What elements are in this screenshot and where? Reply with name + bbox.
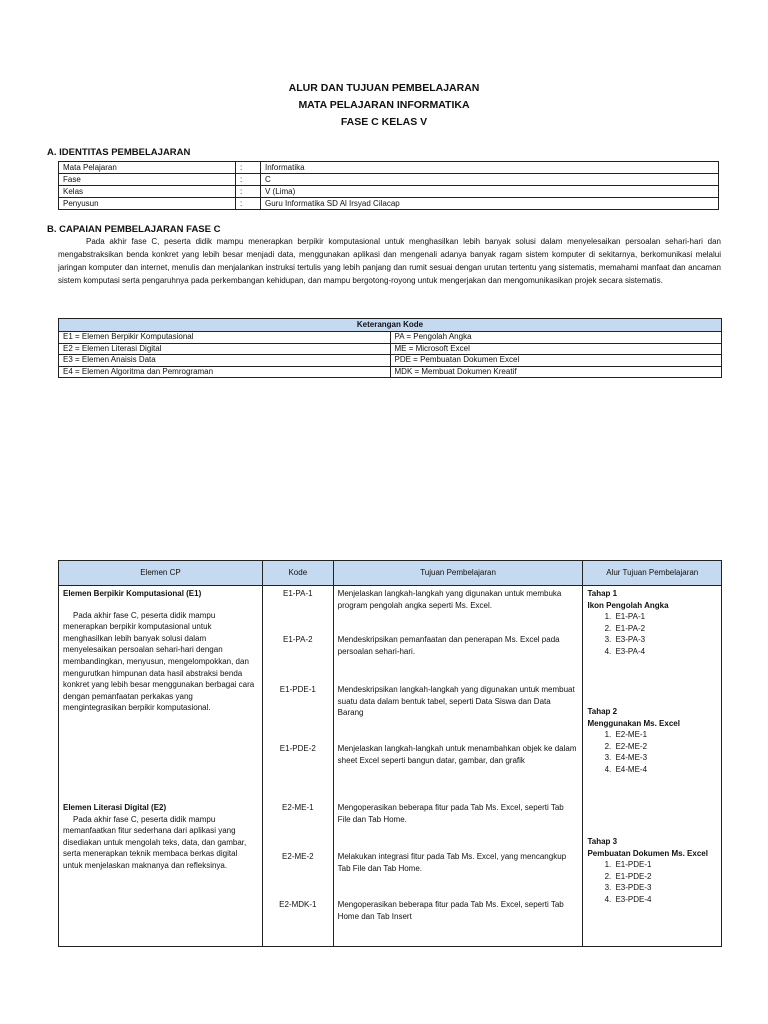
stage-label: Tahap 1	[587, 589, 618, 598]
section-b-heading: B. CAPAIAN PEMBELAJARAN FASE C	[47, 224, 221, 235]
stage-item: 3. E3-PDE-3	[613, 882, 717, 894]
element-title: Elemen Berpikir Komputasional (E1)	[63, 589, 202, 598]
objective-code: E1-PDE-1	[279, 685, 316, 694]
stage-item: 2. E2-ME-2	[613, 741, 717, 753]
objective-code: E2-ME-1	[282, 803, 314, 812]
main-table-body-row	[59, 586, 722, 947]
element-text: Pada akhir fase C, peserta didik mampu memanfaatkan fitur sederhana dari aplikasi yang disediakan untuk mengolah teks, data, dan gambar, serta menerapkan teknik membaca berkas digital untuk menjelaskan maknanya dan refleksinya.	[63, 814, 247, 870]
objective-code: E2-MDK-1	[279, 900, 317, 909]
identity-sep: :	[236, 198, 261, 210]
identity-table	[58, 161, 719, 210]
stage-item: 4. E3-PA-4	[613, 646, 717, 658]
stage-item: 2. E1-PDE-2	[613, 871, 717, 883]
identity-label: Penyusun	[59, 198, 236, 210]
header-alur: Alur Tujuan Pembelajaran	[583, 561, 722, 586]
identity-label: Mata Pelajaran	[59, 162, 236, 174]
element-block	[63, 588, 258, 714]
stage-item: 3. E3-PA-3	[613, 634, 717, 646]
stage-item: 1. E1-PA-1	[613, 611, 717, 623]
identity-value: Guru Informatika SD Al Irsyad Cilacap	[261, 198, 719, 210]
section-a-heading: A. IDENTITAS PEMBELAJARAN	[47, 147, 191, 158]
header-kode: Kode	[262, 561, 333, 586]
objective-text: Menjelaskan langkah-langkah untuk menambahkan objek ke dalam sheet Excel seperti bangun datar, gambar, dan grafik	[337, 744, 577, 765]
stage-item: 1. E1-PDE-1	[613, 859, 717, 871]
objective-text: Melakukan integrasi fitur pada Tab Ms. Excel, yang mencangkup Tab File dan Tab Home.	[337, 852, 567, 873]
code-legend-right: MDK = Membuat Dokumen Kreatif	[390, 366, 722, 378]
identity-label: Fase	[59, 174, 236, 186]
code-legend-row	[59, 355, 722, 367]
stage-item: 4. E4-ME-4	[613, 764, 717, 776]
stage-list	[587, 611, 717, 657]
header-tujuan: Tujuan Pembelajaran	[333, 561, 583, 586]
kode-cell	[262, 586, 333, 947]
stage-item: 4. E3-PDE-4	[613, 894, 717, 906]
identity-sep: :	[236, 186, 261, 198]
objective-text: Mengoperasikan beberapa fitur pada Tab Ms. Excel, seperti Tab File dan Tab Home.	[337, 803, 564, 824]
stage-name: Ikon Pengolah Angka	[587, 600, 669, 610]
identity-value: Informatika	[261, 162, 719, 174]
stage-item: 3. E4-ME-3	[613, 752, 717, 764]
identity-sep: :	[236, 162, 261, 174]
objective-text: Menjelaskan langkah-langkah yang digunakan untuk membuka program pengolah angka seperti Ms. Excel.	[337, 589, 562, 610]
learning-objectives-table	[58, 560, 722, 947]
identity-value: V (Lima)	[261, 186, 719, 198]
objective-text: Mendeskripsikan langkah-langkah yang digunakan untuk membuat suatu data dalam bentuk tabel, seperti Data Siswa dan Data Barang	[337, 685, 575, 718]
identity-row	[59, 198, 719, 210]
identity-value: C	[261, 174, 719, 186]
element-title: Elemen Literasi Digital (E2)	[63, 803, 167, 812]
doc-title-line1: ALUR DAN TUJUAN PEMBELAJARAN	[288, 82, 480, 94]
cp-paragraph-text: Pada akhir fase C, peserta didik mampu menerapkan berpikir komputasional untuk menghasilkan lebih banyak solusi dalam menyelesaikan persoalan sehari-hari dan mengabstraksikan benda konkret yang lebih besar menjadi data, menggunakan aplikasi dan mengenali adanya banyak ragam sistem komputer di sekitarnya, berkomunikasi melalui jaringan komputer dan internet, menulis dan menjalankan instruksi tertulis yang lebih panjang dan rumit sesuai dengan urutan tertentu yang sistematis, memahami manfaat dan ancaman sistem komputasi serta pengaruhnya pada perkembangan kehidupan, dan mampu bergotong-royong untuk mengerjakan dan mengomunikasikan projek secara sistematis.	[58, 237, 721, 285]
objective-code: E1-PA-2	[282, 635, 313, 644]
identity-sep: :	[236, 174, 261, 186]
stage-item: 2. E1-PA-2	[613, 623, 717, 635]
code-legend-left: E1 = Elemen Berpikir Komputasional	[59, 332, 391, 344]
identity-row	[59, 162, 719, 174]
code-legend-row	[59, 366, 722, 378]
alur-stage	[587, 588, 717, 658]
identity-row	[59, 186, 719, 198]
code-legend-right: ME = Microsoft Excel	[390, 343, 722, 355]
code-legend-heading: Keterangan Kode	[59, 319, 722, 332]
identity-label: Kelas	[59, 186, 236, 198]
alur-stage	[587, 706, 717, 776]
objective-code: E1-PA-1	[282, 589, 313, 598]
code-legend-row	[59, 343, 722, 355]
objective-text: Mendeskripsikan pemanfaatan dan penerapan Ms. Excel pada persoalan sehari-hari.	[337, 635, 560, 656]
tujuan-cell	[333, 586, 583, 947]
elemen-cell	[59, 586, 263, 947]
stage-name: Pembuatan Dokumen Ms. Excel	[587, 848, 708, 858]
code-legend-right: PDE = Pembuatan Dokumen Excel	[390, 355, 722, 367]
code-legend-right: PA = Pengolah Angka	[390, 332, 722, 344]
stage-name: Menggunakan Ms. Excel	[587, 718, 680, 728]
code-legend-row	[59, 332, 722, 344]
code-legend-left: E4 = Elemen Algoritma dan Pemrograman	[59, 366, 391, 378]
header-elemen-cp: Elemen CP	[59, 561, 263, 586]
doc-title-line3: FASE C KELAS V	[340, 116, 428, 128]
alur-stage	[587, 836, 717, 906]
code-legend-left: E2 = Elemen Literasi Digital	[59, 343, 391, 355]
doc-title-line2: MATA PELAJARAN INFORMATIKA	[298, 99, 470, 111]
objective-code: E2-ME-2	[282, 852, 314, 861]
objective-code: E1-PDE-2	[279, 744, 316, 753]
code-legend-left: E3 = Elemen Anaisis Data	[59, 355, 391, 367]
stage-label: Tahap 2	[587, 707, 618, 716]
element-block	[63, 802, 258, 872]
stage-list	[587, 859, 717, 905]
stage-item: 1. E2-ME-1	[613, 729, 717, 741]
code-legend-table	[58, 318, 722, 378]
main-table-header-row	[59, 561, 722, 586]
objective-text: Mengoperasikan beberapa fitur pada Tab Ms. Excel, seperti Tab Home dan Tab Insert	[337, 900, 564, 921]
alur-cell	[583, 586, 722, 947]
identity-row	[59, 174, 719, 186]
stage-list	[587, 729, 717, 775]
cp-paragraph	[58, 236, 721, 288]
element-text: Pada akhir fase C, peserta didik mampu menerapkan berpikir komputasional untuk menghasilkan lebih banyak solusi dalam menyelesaikan persoalan sehari-hari dengan membandingkan, menyusun, mengelompokkan, dan mengurutkan himpunan data hasil abstraksi benda konkret yang lebih besar menggunakan berbagai cara dengan pemanfaatan perkakas yang mengintegrasikan berpikir komputasional.	[63, 610, 255, 713]
stage-label: Tahap 3	[587, 837, 618, 846]
